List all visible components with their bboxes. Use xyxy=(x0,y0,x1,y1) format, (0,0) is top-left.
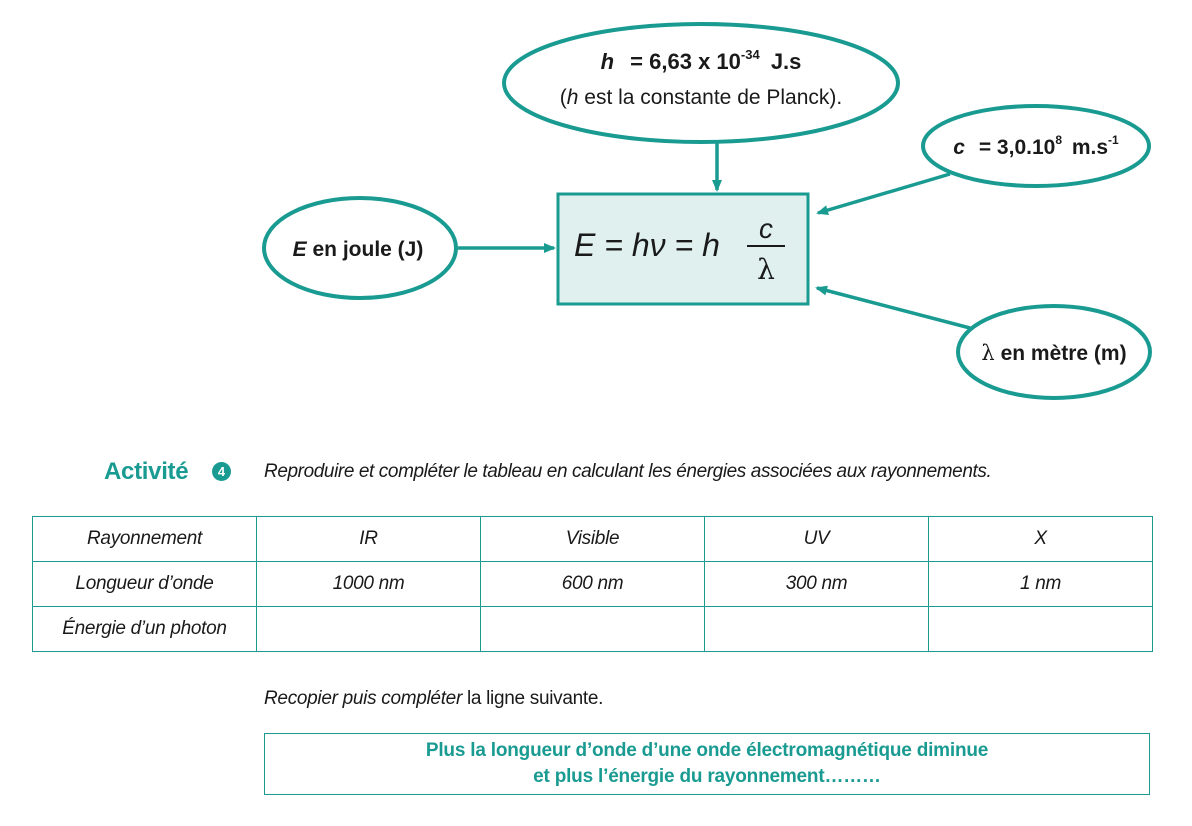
table-cell: 1000 nm xyxy=(257,562,481,607)
wavelength-unit-label: λ en mètre (m) xyxy=(981,341,1127,365)
table-cell: 600 nm xyxy=(481,562,705,607)
energy-unit-label: E en joule (J) xyxy=(292,238,424,261)
answer-box xyxy=(264,733,1150,795)
activity-label: Activité xyxy=(104,458,189,485)
table-cell: Visible xyxy=(481,517,705,562)
planck-constant-value: h = 6,63 x $10^{-34}$ J.s xyxy=(600,47,802,74)
activity-instruction: Reproduire et compléter le tableau en calculant les énergies associées aux rayonnements. xyxy=(264,461,992,482)
answer-line-2: et plus l’énergie du rayonnement……… xyxy=(533,766,881,787)
table-cell-empty xyxy=(481,607,705,652)
copy-instruction-rest: la ligne suivante. xyxy=(461,688,604,709)
table-cell: UV xyxy=(705,517,929,562)
table-cell: IR xyxy=(257,517,481,562)
table-cell: X xyxy=(929,517,1153,562)
table-cell: 1 nm xyxy=(929,562,1153,607)
copy-instruction xyxy=(264,688,603,710)
formula-lhs: E = hν = h xyxy=(574,227,720,263)
table-cell: Longueur d’onde xyxy=(33,562,257,607)
arrow-c-to-formula xyxy=(818,174,950,213)
table-cell: 300 nm xyxy=(705,562,929,607)
energy-table xyxy=(32,516,1153,652)
table-cell: Rayonnement xyxy=(33,517,257,562)
answer-line-1: Plus la longueur d’onde d’une onde électromagnétique diminue xyxy=(425,740,989,761)
table-cell-empty xyxy=(705,607,929,652)
table-cell: Énergie d’un photon xyxy=(33,607,257,652)
table-row xyxy=(33,562,1153,607)
table-cell-empty xyxy=(257,607,481,652)
formula-numerator: c xyxy=(759,213,773,244)
arrow-lambda-to-formula xyxy=(817,288,970,328)
table-row xyxy=(33,517,1153,562)
planck-constant-bubble xyxy=(504,24,898,142)
activity-header xyxy=(104,458,1174,490)
planck-constant-description: (h est la constante de Planck). xyxy=(559,86,843,109)
speed-of-light-value: c = $3,0.10^8$ $m.s^{-1}$ xyxy=(953,133,1119,159)
activity-number-badge: 4 xyxy=(212,462,231,481)
formula-denominator: λ xyxy=(757,253,775,286)
table-row xyxy=(33,607,1153,652)
table-cell-empty xyxy=(929,607,1153,652)
copy-instruction-italic: Recopier puis compléter xyxy=(264,688,462,709)
